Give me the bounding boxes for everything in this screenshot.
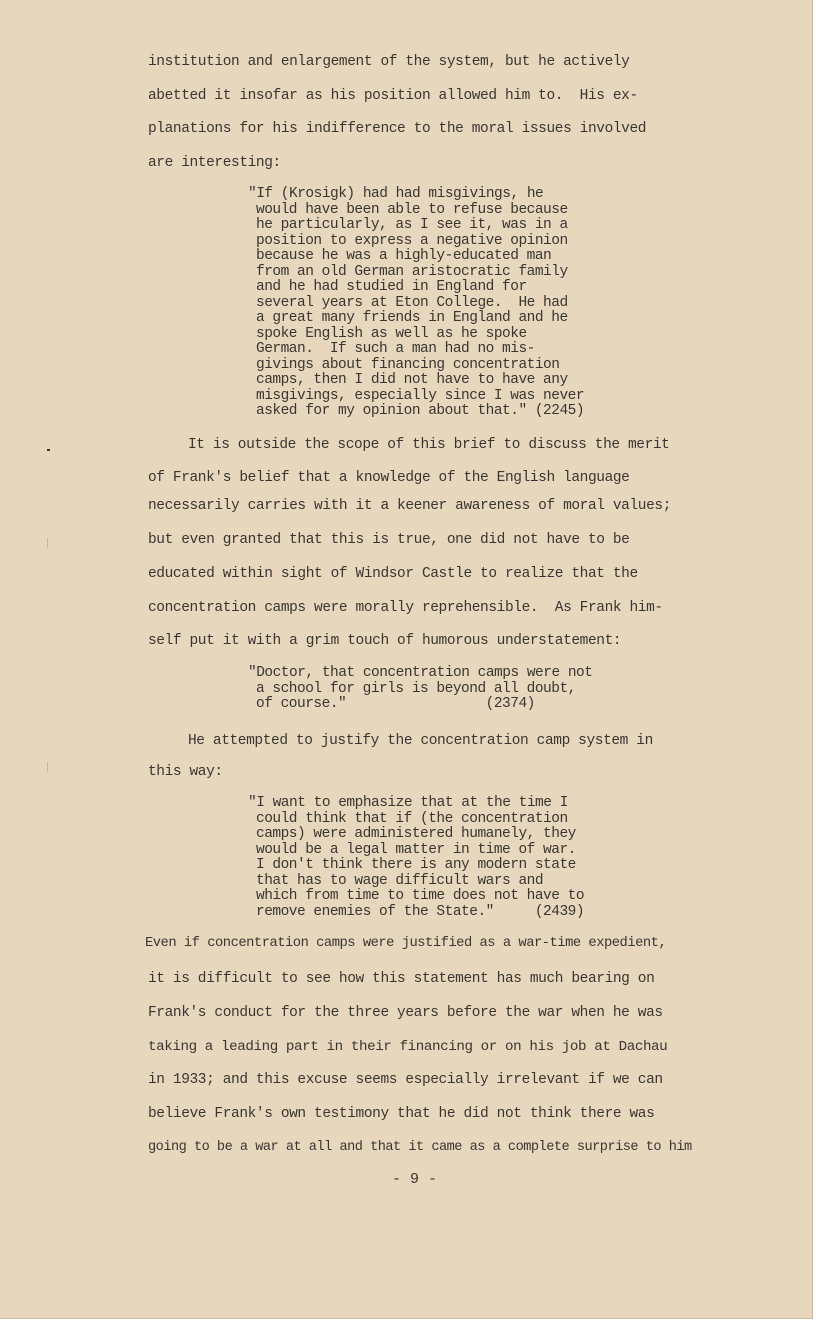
text-line: planations for his indifference to the moral issues involved [148,121,647,137]
quote-line: and he had studied in England for [256,279,527,295]
text-line: of Frank's belief that a knowledge of the English language [148,470,630,486]
quote-line: remove enemies of the State." (2439) [256,904,585,920]
text-line: believe Frank's own testimony that he did not think there was [148,1106,655,1122]
text-line: He attempted to justify the concentration camp system in [188,733,653,749]
paper-mark [47,762,48,772]
text-line: Frank's conduct for the three years before the war when he was [148,1005,663,1021]
text-line: are interesting: [148,155,281,171]
text-line: educated within sight of Windsor Castle to realize that the [148,566,638,582]
quote-line: "Doctor, that concentration camps were not [248,665,593,681]
text-line: Even if concentration camps were justified as a war-time expedient, [145,936,667,951]
quote-line: could think that if (the concentration [256,811,568,827]
text-line: going to be a war at all and that it came as a complete surprise to him [148,1140,692,1155]
quote-line: a great many friends in England and he [256,310,568,326]
paper-speck [47,449,50,451]
quote-line: camps, then I did not have to have any [256,372,568,388]
text-line: abetted it insofar as his position allowed him to. His ex- [148,88,638,104]
quote-line: position to express a negative opinion [256,233,568,249]
quote-line: of course." (2374) [256,696,535,712]
text-line: It is outside the scope of this brief to discuss the merit [188,437,670,453]
text-line: in 1933; and this excuse seems especially irrelevant if we can [148,1072,663,1088]
text-line: this way: [148,764,223,780]
quote-line: asked for my opinion about that." (2245) [256,403,585,419]
quote-line: "I want to emphasize that at the time I [248,795,568,811]
quote-line: because he was a highly-educated man [256,248,552,264]
quote-line: he particularly, as I see it, was in a [256,217,568,233]
quote-line: that has to wage difficult wars and [256,873,544,889]
quote-line: camps) were administered humanely, they [256,826,576,842]
text-line: necessarily carries with it a keener awareness of moral values; [148,498,671,514]
quote-line: I don't think there is any modern state [256,857,576,873]
quote-line: from an old German aristocratic family [256,264,568,280]
quote-line: would have been able to refuse because [256,202,568,218]
quote-line: German. If such a man had no mis- [256,341,535,357]
quote-line: givings about financing concentration [256,357,560,373]
paper-mark [47,538,48,548]
quote-line: a school for girls is beyond all doubt, [256,681,576,697]
quote-line: spoke English as well as he spoke [256,326,527,342]
page-number: - 9 - [392,1171,438,1188]
quote-line: several years at Eton College. He had [256,295,568,311]
quote-line: "If (Krosigk) had had misgivings, he [248,186,544,202]
text-line: taking a leading part in their financing or on his job at Dachau [148,1039,668,1055]
text-line: self put it with a grim touch of humorous understatement: [148,633,622,649]
text-line: but even granted that this is true, one did not have to be [148,532,630,548]
quote-line: which from time to time does not have to [256,888,585,904]
quote-line: misgivings, especially since I was never [256,388,585,404]
text-line: concentration camps were morally reprehensible. As Frank him- [148,600,663,616]
text-line: institution and enlargement of the system, but he actively [148,54,630,70]
text-line: it is difficult to see how this statement has much bearing on [148,971,655,987]
quote-line: would be a legal matter in time of war. [256,842,576,858]
